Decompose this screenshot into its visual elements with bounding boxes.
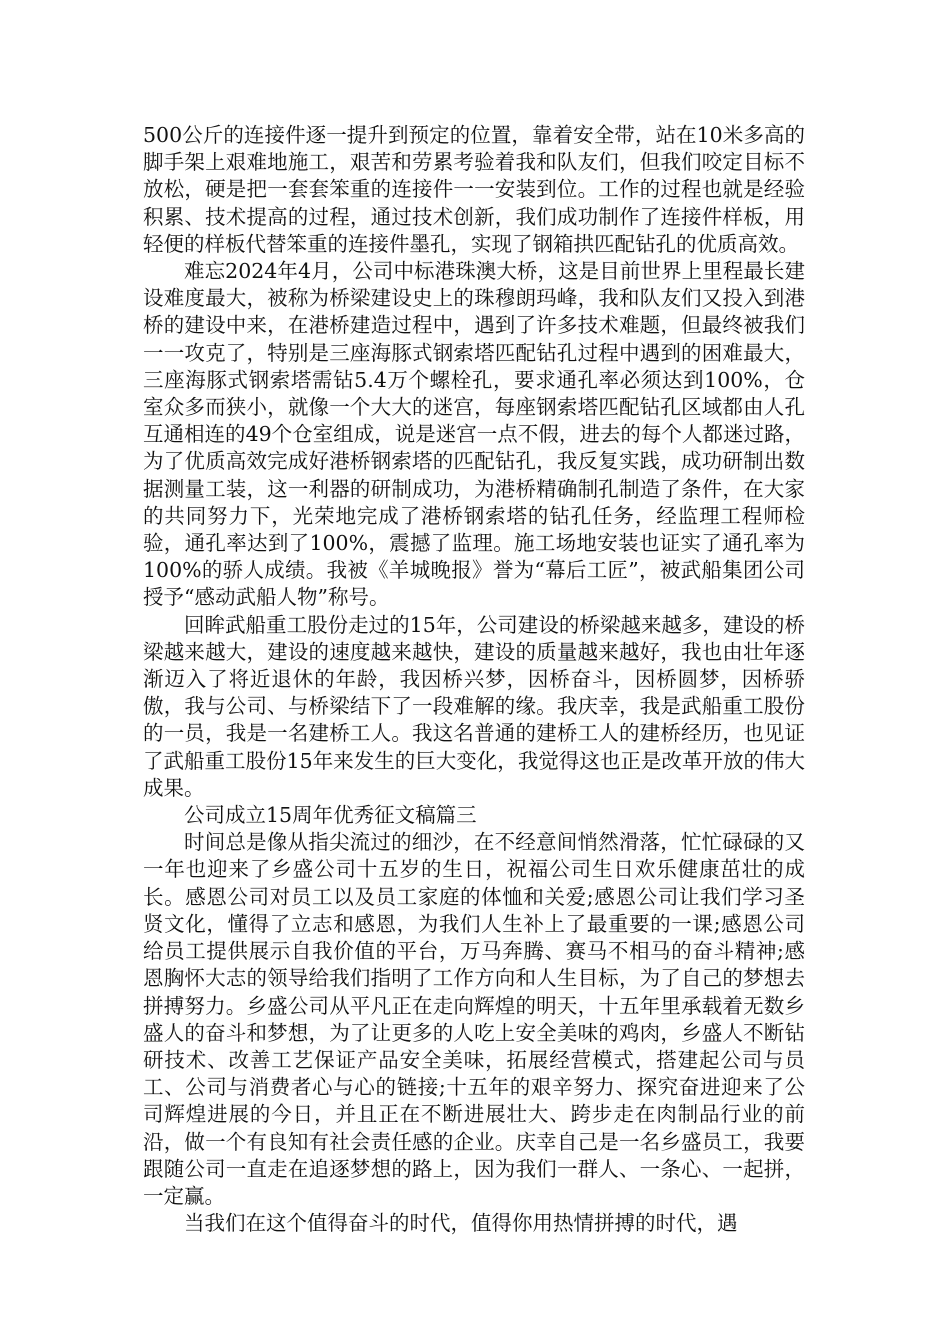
- paragraph-anniversary: 时间总是像从指尖流过的细沙，在不经意间悄然滑落，忙忙碌碌的又一年也迎来了乡盛公司十五岁的生日，祝福公司生日欢乐健康茁壮的成长。感恩公司对员工以及员工家庭的体恤和关爱;感恩公司让我们学习圣贤文化，懂得了立志和感恩，为我们人生补上了最重要的一课;感恩公司给员工提供展示自我价值的平台，万马奔腾、赛马不相马的奋斗精神;感恩胸怀大志的领导给我们指明了工作方向和人生目标，为了自己的梦想去拼搏努力。乡盛公司从平凡正在走向辉煌的明天，十五年里承载着无数乡盛人的奋斗和梦想，为了让更多的人吃上安全美味的鸡肉，乡盛人不断钻研技术、改善工艺保证产品安全美味，拓展经营模式，搭建起公司与员工、公司与消费者心与心的链接;十五年的艰辛努力、探究奋进迎来了公司辉煌进展的今日，并且正在不断进展壮大、跨步走在肉制品行业的前沿，做一个有良知有社会责任感的企业。庆幸自己是一名乡盛员工，我要跟随公司一直走在追逐梦想的路上，因为我们一群人、一条心、一起拼，一定赢。: [143, 830, 805, 1208]
- paragraph-hzmb-bridge: 难忘2024年4月，公司中标港珠澳大桥，这是目前世界上里程最长建设难度最大，被称为桥梁建设史上的珠穆朗玛峰，我和队友们又投入到港桥的建设中来，在港桥建造过程中，遇到了许多技术难题，但最终被我们一一攻克了，特别是三座海豚式钢索塔匹配钻孔过程中遇到的困难最大，三座海豚式钢索塔需钻5.4万个螺栓孔，要求通孔率必须达到100%，仓室众多而狭小，就像一个大大的迷宫，每座钢索塔匹配钻孔区域都由人孔互通相连的49个仓室组成，说是迷宫一点不假，进去的每个人都迷过路，为了优质高效完成好港桥钢索塔的匹配钻孔，我反复实践，成功研制出数据测量工装，这一利器的研制成功，为港桥精确制孔制造了条件，在大家的共同努力下，光荣地完成了港桥钢索塔的钻孔任务，经监理工程师检验，通孔率达到了100%，震撼了监理。施工场地安装也证实了通孔率为100%的骄人成绩。我被《羊城晚报》誉为“幕后工匠”，被武船集团公司授予“感动武船人物”称号。: [143, 259, 805, 610]
- section-heading: 公司成立15周年优秀征文稿篇三: [184, 803, 477, 828]
- document-page: [143, 122, 805, 1237]
- paragraph-final-partial: 当我们在这个值得奋斗的时代，值得你用热情拼搏的时代，遇: [184, 1211, 738, 1236]
- paragraph-continuation: 500公斤的连接件逐一提升到预定的位置，靠着安全带，站在10米多高的脚手架上艰难地施工，艰苦和劳累考验着我和队友们，但我们咬定目标不放松，硬是把一套套笨重的连接件一一安装到位。工作的过程也就是经验积累、技术提高的过程，通过技术创新，我们成功制作了连接件样板，用轻便的样板代替笨重的连接件墨孔，实现了钢箱拱匹配钻孔的优质高效。: [143, 123, 805, 256]
- paragraph-reflection: 回眸武船重工股份走过的15年，公司建设的桥梁越来越多，建设的桥梁越来越大，建设的速度越来越快，建设的质量越来越好，我也由壮年逐渐迈入了将近退休的年龄，我因桥兴梦，因桥奋斗，因桥圆梦，因桥骄傲，我与公司、与桥梁结下了一段难解的缘。我庆幸，我是武船重工股份的一员，我是一名建桥工人。我这名普通的建桥工人的建桥经历，也见证了武船重工股份15年来发生的巨大变化，我觉得这也正是改革开放的伟大成果。: [143, 612, 805, 800]
